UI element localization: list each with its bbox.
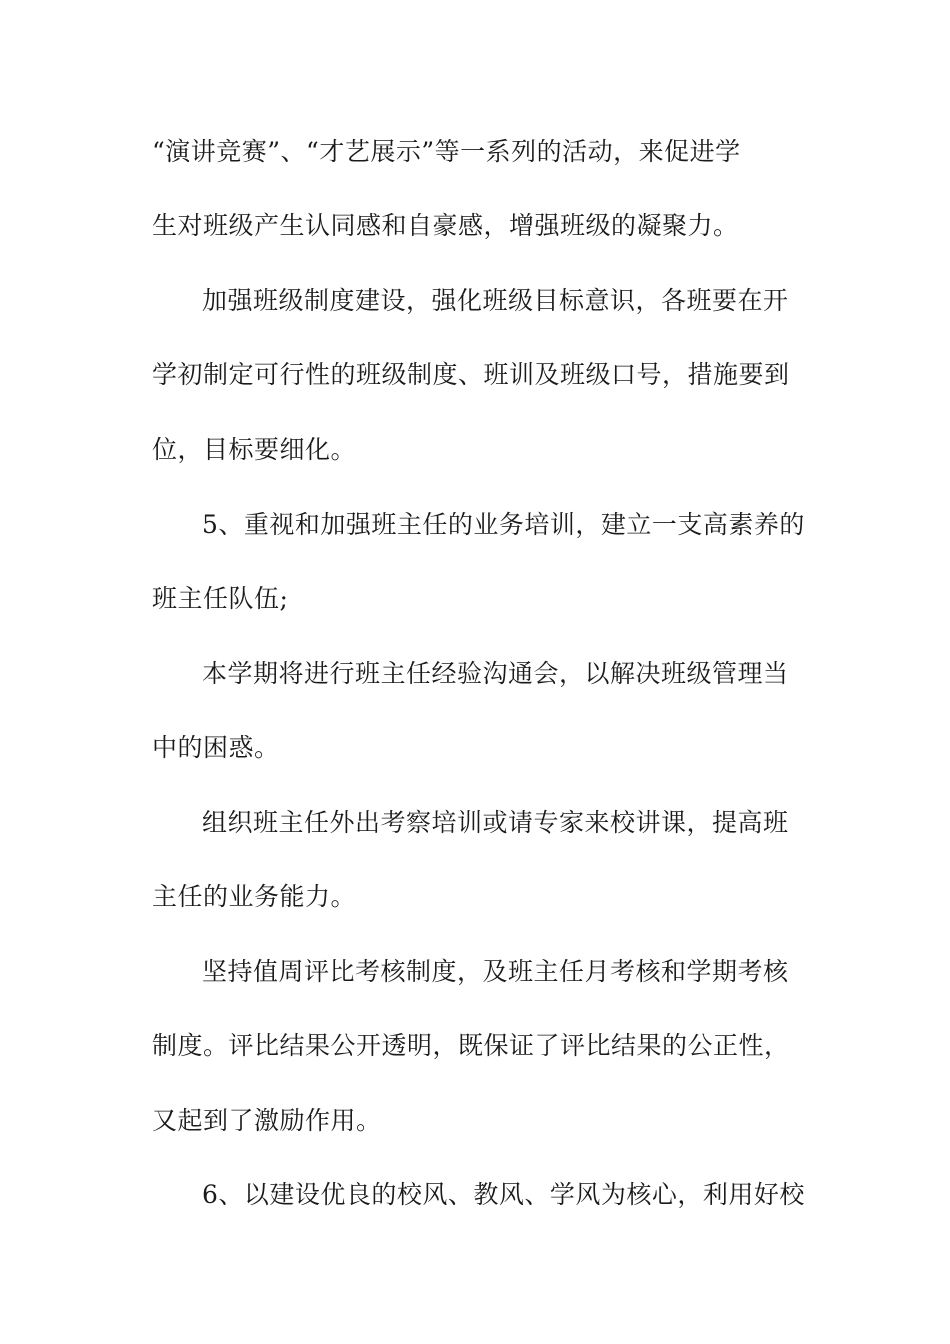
text-line: 位，目标要细化。 xyxy=(152,435,357,464)
text-line: 生对班级产生认同感和自豪感，增强班级的凝聚力。 xyxy=(152,211,739,240)
text-line: “演讲竞赛”、“才艺展示”等一系列的活动，来促进学 xyxy=(152,137,741,166)
text-line: 又起到了激励作用。 xyxy=(152,1106,382,1135)
text-line: 主任的业务能力。 xyxy=(152,882,357,911)
paragraph-start: 加强班级制度建设，强化班级目标意识，各班要在开 xyxy=(202,286,789,315)
paragraph-start: 本学期将进行班主任经验沟通会，以解决班级管理当 xyxy=(202,659,789,688)
section-heading-5: 5、重视和加强班主任的业务培训，建立一支高素养的 xyxy=(202,510,805,539)
text-line: 学初制定可行性的班级制度、班训及班级口号，措施要到 xyxy=(152,360,790,389)
text-line: 班主任队伍; xyxy=(152,584,289,613)
paragraph-start: 组织班主任外出考察培训或请专家来校讲课，提高班 xyxy=(202,808,789,837)
paragraph-start: 坚持值周评比考核制度，及班主任月考核和学期考核 xyxy=(202,957,789,986)
section-heading-6: 6、以建设优良的校风、教风、学风为核心，利用好校 xyxy=(202,1180,805,1209)
text-line: 中的困惑。 xyxy=(152,733,280,762)
text-line: 制度。评比结果公开透明，既保证了评比结果的公正性， xyxy=(152,1031,790,1060)
